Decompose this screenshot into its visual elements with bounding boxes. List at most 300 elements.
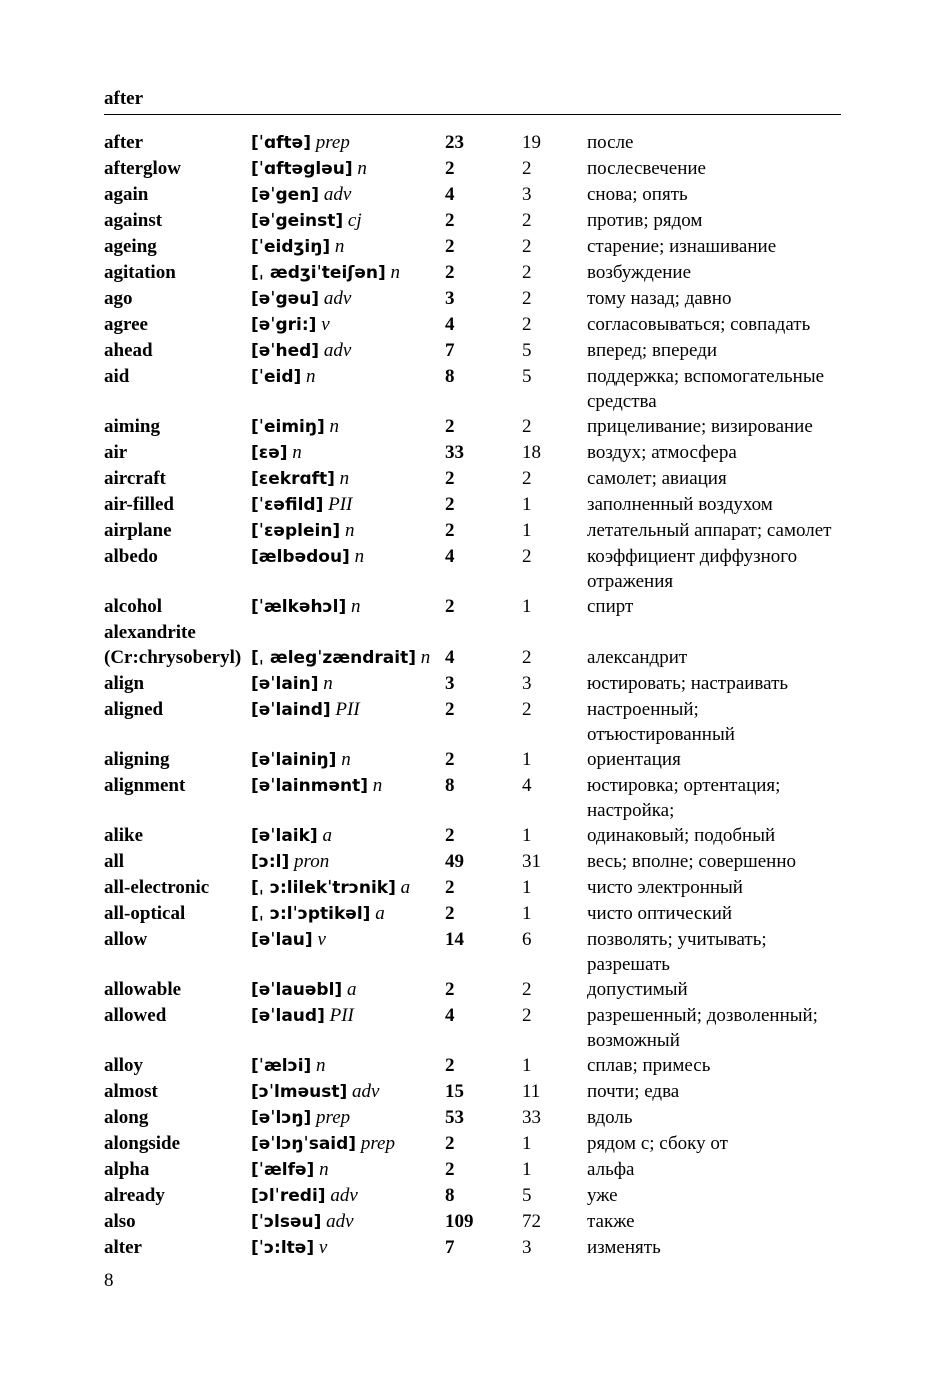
- entry-frequency: 33: [445, 442, 464, 463]
- entry-row: [104, 1235, 844, 1261]
- entry-row: [104, 338, 844, 364]
- part-of-speech: n: [323, 673, 333, 694]
- entry-doc-count: 31: [522, 851, 541, 872]
- entry-frequency: 2: [445, 903, 455, 924]
- entry-headword: again: [104, 184, 149, 205]
- entry-transcription: [251, 1079, 445, 1105]
- entry-row: [104, 1157, 844, 1183]
- entry-doc-count: 1: [522, 903, 532, 924]
- part-of-speech: n: [341, 749, 351, 770]
- entry-frequency: 15: [445, 1081, 464, 1102]
- part-of-speech: n: [350, 596, 361, 617]
- entry-headword: aircraft: [104, 468, 166, 489]
- entry-transcription: [251, 1157, 445, 1183]
- entry-row: [104, 594, 844, 620]
- entry-row: [104, 620, 844, 645]
- part-of-speech: n: [319, 1159, 329, 1180]
- entry-doc-count: 2: [522, 314, 532, 335]
- pronunciation: [əˈlaik]: [251, 826, 318, 846]
- entry-doc-count: 19: [522, 132, 541, 153]
- entry-translation: альфа: [587, 1159, 635, 1180]
- entry-translation: чисто электронный: [587, 877, 743, 898]
- entry-row: [104, 156, 844, 182]
- entry-transcription: [251, 645, 445, 671]
- part-of-speech: adv: [323, 184, 352, 205]
- entry-transcription: [251, 875, 445, 901]
- entry-frequency: 2: [445, 262, 455, 283]
- entry-transcription: [251, 544, 445, 594]
- entry-row: [104, 671, 844, 697]
- entry-doc-count: 2: [522, 288, 532, 309]
- part-of-speech: PII: [329, 1005, 354, 1026]
- entry-doc-count: 2: [522, 236, 532, 257]
- entry-doc-count: 2: [522, 647, 532, 668]
- pronunciation: [ɔ:l]: [251, 852, 290, 872]
- entry-transcription: [251, 697, 445, 747]
- entry-frequency: 2: [445, 1133, 455, 1154]
- pronunciation: [ɛə]: [251, 443, 288, 463]
- entry-row: [104, 1079, 844, 1105]
- entry-doc-count: 2: [522, 416, 532, 437]
- entry-headword: alexandrite: [104, 622, 196, 643]
- entry-row: [104, 260, 844, 286]
- entry-translation: коэффициент диффузного отражения: [587, 546, 798, 592]
- header-rule: [104, 114, 841, 115]
- pronunciation: [əˈlaind]: [251, 700, 331, 720]
- entry-row: [104, 697, 844, 747]
- entry-transcription: [251, 927, 445, 977]
- pronunciation: [ˈɛəfild]: [251, 495, 324, 515]
- entry-translation: юстировать; настраивать: [587, 673, 789, 694]
- page-number: 8: [104, 1270, 114, 1291]
- entry-row: [104, 492, 844, 518]
- entry-translation: спирт: [587, 596, 634, 617]
- entry-headword: alongside: [104, 1133, 181, 1154]
- entry-doc-count: 2: [522, 699, 532, 720]
- entry-doc-count: 1: [522, 825, 532, 846]
- entry-transcription: [251, 518, 445, 544]
- entry-headword: air-filled: [104, 494, 174, 515]
- entry-row: [104, 544, 844, 594]
- entry-frequency: 2: [445, 699, 455, 720]
- entry-frequency: 2: [445, 416, 455, 437]
- entry-doc-count: 3: [522, 673, 532, 694]
- part-of-speech: adv: [323, 288, 352, 309]
- entry-headword: albedo: [104, 546, 158, 567]
- entry-headword: alignment: [104, 775, 186, 796]
- entry-frequency: 4: [445, 184, 455, 205]
- part-of-speech: n: [372, 775, 383, 796]
- entry-translation: ориентация: [587, 749, 681, 770]
- entry-transcription: [251, 671, 445, 697]
- part-of-speech: n: [329, 416, 339, 437]
- entry-frequency: 2: [445, 979, 455, 1000]
- pronunciation: [əˈlainiŋ]: [251, 750, 337, 770]
- entry-transcription: [251, 182, 445, 208]
- entry-doc-count: 1: [522, 1159, 532, 1180]
- pronunciation: [ˌ ɔ:lilekˈtrɔnik]: [251, 878, 396, 898]
- entry-frequency: 2: [445, 468, 455, 489]
- entry-transcription: [251, 338, 445, 364]
- entry-frequency: 49: [445, 851, 464, 872]
- pronunciation: [ˈeid]: [251, 367, 302, 387]
- entry-frequency: 2: [445, 1159, 455, 1180]
- entry-headword: allowed: [104, 1005, 167, 1026]
- entry-headword: alter: [104, 1237, 142, 1258]
- pronunciation: [ˈɑftəgləu]: [251, 159, 353, 179]
- entry-doc-count: 5: [522, 366, 532, 387]
- entry-headword: alloy: [104, 1055, 144, 1076]
- entry-transcription: [251, 773, 445, 823]
- entry-transcription: [251, 130, 445, 156]
- entry-translation: сплав; примесь: [587, 1055, 711, 1076]
- entry-frequency: 53: [445, 1107, 464, 1128]
- entry-transcription: [251, 620, 445, 645]
- entry-headword: aiming: [104, 416, 160, 437]
- entry-transcription: [251, 849, 445, 875]
- entry-row: [104, 1105, 844, 1131]
- part-of-speech: PII: [335, 699, 360, 720]
- entry-headword: along: [104, 1107, 149, 1128]
- pronunciation: [ˈɛəplein]: [251, 521, 341, 541]
- entry-transcription: [251, 1183, 445, 1209]
- entry-headword: all: [104, 851, 125, 872]
- entry-row: [104, 312, 844, 338]
- entry-doc-count: 1: [522, 1133, 532, 1154]
- entry-transcription: [251, 1235, 445, 1261]
- entry-translation: допустимый: [587, 979, 688, 1000]
- entry-frequency: 8: [445, 366, 455, 387]
- part-of-speech: a: [346, 979, 357, 1000]
- entry-doc-count: 2: [522, 210, 532, 231]
- entry-transcription: [251, 364, 445, 414]
- entry-doc-count: 72: [522, 1211, 541, 1232]
- entry-doc-count: 2: [522, 979, 532, 1000]
- pronunciation: [ˌ ælegˈzændrait]: [251, 648, 416, 668]
- entry-translation: согласовываться; совпадать: [587, 314, 811, 335]
- part-of-speech: v: [321, 314, 330, 335]
- part-of-speech: n: [334, 236, 345, 257]
- part-of-speech: prep: [360, 1133, 395, 1154]
- entry-frequency: 2: [445, 494, 455, 515]
- entry-headword: air: [104, 442, 128, 463]
- entry-headword: almost: [104, 1081, 158, 1102]
- running-header: after: [104, 88, 144, 109]
- entry-transcription: [251, 594, 445, 620]
- entry-frequency: 2: [445, 825, 455, 846]
- entry-frequency: 2: [445, 158, 455, 179]
- part-of-speech: n: [292, 442, 302, 463]
- entry-translation: позволять; учитывать; разрешать: [587, 929, 767, 975]
- entry-translation: также: [587, 1211, 635, 1232]
- entry-transcription: [251, 208, 445, 234]
- entry-headword: afterglow: [104, 158, 182, 179]
- entry-frequency: 7: [445, 340, 455, 361]
- part-of-speech: v: [317, 929, 326, 950]
- entry-doc-count: 2: [522, 262, 532, 283]
- entry-headword: after: [104, 132, 144, 153]
- entry-frequency: 2: [445, 236, 455, 257]
- entry-transcription: [251, 747, 445, 773]
- pronunciation: [ɔlˈredi]: [251, 1186, 326, 1206]
- entry-doc-count: 5: [522, 1185, 532, 1206]
- part-of-speech: a: [322, 825, 332, 846]
- part-of-speech: prep: [316, 1107, 351, 1128]
- pronunciation: [əˈhed]: [251, 341, 320, 361]
- pronunciation: [ˌ ædʒiˈteiʃən]: [251, 263, 386, 283]
- entry-frequency: 8: [445, 1185, 455, 1206]
- entry-doc-count: 1: [522, 494, 532, 515]
- entry-doc-count: 2: [522, 468, 532, 489]
- entry-translation: снова; опять: [587, 184, 688, 205]
- entry-doc-count: 4: [522, 775, 532, 796]
- entry-translation: александрит: [587, 647, 688, 668]
- entry-doc-count: 18: [522, 442, 541, 463]
- entry-frequency: 3: [445, 288, 455, 309]
- pronunciation: [əˈlain]: [251, 674, 319, 694]
- pronunciation: [əˈlaud]: [251, 1006, 325, 1026]
- entry-transcription: [251, 414, 445, 440]
- entry-row: [104, 466, 844, 492]
- entry-frequency: 4: [445, 647, 455, 668]
- pronunciation: [əˈlɔŋ]: [251, 1108, 312, 1128]
- entry-doc-count: 33: [522, 1107, 541, 1128]
- entry-row: [104, 901, 844, 927]
- part-of-speech: cj: [347, 210, 362, 231]
- entry-frequency: 4: [445, 546, 455, 567]
- entry-frequency: 2: [445, 877, 455, 898]
- entry-transcription: [251, 1131, 445, 1157]
- entry-headword: allow: [104, 929, 148, 950]
- entry-transcription: [251, 156, 445, 182]
- pronunciation: [əˈgeinst]: [251, 211, 344, 231]
- entry-headword: also: [104, 1211, 136, 1232]
- entry-doc-count: 2: [522, 546, 532, 567]
- entry-transcription: [251, 901, 445, 927]
- pronunciation: [ˈælkəhɔl]: [251, 597, 347, 617]
- entry-row: [104, 414, 844, 440]
- entry-translation: прицеливание; визирование: [587, 416, 813, 437]
- entry-headword: airplane: [104, 520, 172, 541]
- entry-transcription: [251, 1003, 445, 1053]
- entry-frequency: 8: [445, 775, 455, 796]
- entry-headword: alike: [104, 825, 144, 846]
- entry-frequency: 4: [445, 314, 455, 335]
- part-of-speech: n: [357, 158, 367, 179]
- entry-headword: against: [104, 210, 163, 231]
- entry-doc-count: 1: [522, 520, 532, 541]
- entry-transcription: [251, 234, 445, 260]
- pronunciation: [ɔˈlməust]: [251, 1082, 348, 1102]
- entry-doc-count: 1: [522, 596, 532, 617]
- pronunciation: [ˈɔ:ltə]: [251, 1238, 315, 1258]
- entry-translation: вперед; впереди: [587, 340, 718, 361]
- entry-headword: all-electronic: [104, 877, 210, 898]
- entry-headword: aid: [104, 366, 130, 387]
- entry-transcription: [251, 440, 445, 466]
- pronunciation: [əˈgəu]: [251, 289, 320, 309]
- entry-row: [104, 773, 844, 823]
- entry-transcription: [251, 312, 445, 338]
- entry-translation: послесвечение: [587, 158, 706, 179]
- entry-row: [104, 645, 844, 671]
- entry-translation: старение; изнашивание: [587, 236, 777, 257]
- entry-frequency: 2: [445, 520, 455, 541]
- entry-translation: настроенный; отъюстированный: [587, 699, 735, 745]
- entry-frequency: 14: [445, 929, 464, 950]
- entry-transcription: [251, 1053, 445, 1079]
- entry-row: [104, 1131, 844, 1157]
- entry-row: [104, 364, 844, 414]
- entry-transcription: [251, 1105, 445, 1131]
- pronunciation: [ˈɑftə]: [251, 133, 311, 153]
- entry-row: [104, 518, 844, 544]
- pronunciation: [ˈeimiŋ]: [251, 417, 325, 437]
- pronunciation: [ɛekrɑft]: [251, 469, 335, 489]
- entry-doc-count: 6: [522, 929, 532, 950]
- entry-translation: тому назад; давно: [587, 288, 732, 309]
- entry-doc-count: 2: [522, 1005, 532, 1026]
- part-of-speech: v: [318, 1237, 328, 1258]
- part-of-speech: adv: [352, 1081, 380, 1102]
- entry-headword: agree: [104, 314, 148, 335]
- entry-frequency: 2: [445, 210, 455, 231]
- entry-doc-count: 1: [522, 1055, 532, 1076]
- part-of-speech: n: [306, 366, 316, 387]
- pronunciation: [əˈlɔŋˈsaid]: [251, 1134, 357, 1154]
- entry-translation: самолет; авиация: [587, 468, 727, 489]
- entry-frequency: 4: [445, 1005, 455, 1026]
- entry-transcription: [251, 260, 445, 286]
- entry-translation: одинаковый; подобный: [587, 825, 776, 846]
- entry-frequency: 2: [445, 1055, 455, 1076]
- entry-doc-count: [522, 620, 587, 645]
- part-of-speech: n: [390, 262, 400, 283]
- entry-row: [104, 130, 844, 156]
- pronunciation: [əˈlauəbl]: [251, 980, 343, 1000]
- entry-row: [104, 182, 844, 208]
- part-of-speech: prep: [315, 132, 350, 153]
- part-of-speech: adv: [330, 1185, 358, 1206]
- entry-headword: ago: [104, 288, 133, 309]
- entry-row: [104, 977, 844, 1003]
- part-of-speech: n: [420, 647, 431, 668]
- entry-translation: чисто оптический: [587, 903, 733, 924]
- entry-row: [104, 1053, 844, 1079]
- entry-translation: воздух; атмосфера: [587, 442, 737, 463]
- entry-doc-count: 3: [522, 1237, 532, 1258]
- entry-headword: allowable: [104, 979, 182, 1000]
- entry-translation: поддержка; вспомогательные средства: [587, 366, 825, 412]
- entry-row: [104, 208, 844, 234]
- pronunciation: [əˈlainmənt]: [251, 776, 368, 796]
- part-of-speech: n: [316, 1055, 326, 1076]
- entry-translation: заполненный воздухом: [587, 494, 773, 515]
- entry-row: [104, 927, 844, 977]
- entry-headword: already: [104, 1185, 165, 1206]
- entry-headword: alcohol: [104, 596, 163, 617]
- entry-row: [104, 875, 844, 901]
- dictionary-entries: [104, 130, 844, 1261]
- entry-row: [104, 849, 844, 875]
- entry-row: [104, 747, 844, 773]
- entry-translation: летательный аппарат; самолет: [587, 520, 832, 541]
- entry-translation: уже: [587, 1185, 618, 1206]
- entry-transcription: [251, 823, 445, 849]
- entry-row: [104, 1183, 844, 1209]
- entry-transcription: [251, 286, 445, 312]
- part-of-speech: PII: [328, 494, 353, 515]
- pronunciation: [əˈgri:]: [251, 315, 317, 335]
- entry-headword: ageing: [104, 236, 157, 257]
- entry-translation: весь; вполне; совершенно: [587, 851, 797, 872]
- entry-translation: против; рядом: [587, 210, 703, 231]
- entry-frequency: 7: [445, 1237, 455, 1258]
- entry-transcription: [251, 977, 445, 1003]
- pronunciation: [əˈlau]: [251, 930, 313, 950]
- part-of-speech: pron: [294, 851, 330, 872]
- entry-transcription: [251, 1209, 445, 1235]
- entry-headword: agitation: [104, 262, 176, 283]
- entry-headword: aligning: [104, 749, 170, 770]
- part-of-speech: adv: [326, 1211, 354, 1232]
- part-of-speech: n: [354, 546, 365, 567]
- entry-row: [104, 440, 844, 466]
- entry-doc-count: 5: [522, 340, 532, 361]
- part-of-speech: a: [400, 877, 411, 898]
- entry-doc-count: 3: [522, 184, 532, 205]
- entry-translation: вдоль: [587, 1107, 633, 1128]
- entry-headword: (Cr:chrysoberyl): [104, 647, 242, 668]
- entry-doc-count: 1: [522, 749, 532, 770]
- entry-translation: возбуждение: [587, 262, 692, 283]
- part-of-speech: adv: [323, 340, 352, 361]
- entry-translation: после: [587, 132, 634, 153]
- entry-headword: aligned: [104, 699, 164, 720]
- entry-headword: align: [104, 673, 145, 694]
- pronunciation: [əˈgen]: [251, 185, 320, 205]
- pronunciation: [ˈælɔi]: [251, 1056, 312, 1076]
- entry-doc-count: 1: [522, 877, 532, 898]
- entry-frequency: 23: [445, 132, 464, 153]
- entry-headword: ahead: [104, 340, 153, 361]
- entry-translation: изменять: [587, 1237, 661, 1258]
- entry-transcription: [251, 492, 445, 518]
- entry-row: [104, 1003, 844, 1053]
- pronunciation: [ˈælfə]: [251, 1160, 315, 1180]
- entry-transcription: [251, 466, 445, 492]
- entry-row: [104, 1209, 844, 1235]
- entry-headword: all-optical: [104, 903, 186, 924]
- entry-frequency: 109: [445, 1211, 474, 1232]
- entry-translation: почти; едва: [587, 1081, 680, 1102]
- entry-translation: юстировка; ортентация; настройка;: [587, 775, 781, 821]
- part-of-speech: a: [375, 903, 385, 924]
- entry-frequency: 2: [445, 749, 455, 770]
- entry-frequency: 3: [445, 673, 455, 694]
- entry-row: [104, 234, 844, 260]
- entry-translation: разрешенный; дозволенный; возможный: [587, 1005, 818, 1051]
- entry-row: [104, 286, 844, 312]
- entry-row: [104, 823, 844, 849]
- entry-frequency: 2: [445, 596, 455, 617]
- entry-translation: рядом с; сбоку от: [587, 1133, 728, 1154]
- pronunciation: [ælbədou]: [251, 547, 350, 567]
- entry-headword: alpha: [104, 1159, 150, 1180]
- pronunciation: [ˈɔlsəu]: [251, 1212, 322, 1232]
- entry-doc-count: 11: [522, 1081, 541, 1102]
- entry-translation: [587, 620, 843, 645]
